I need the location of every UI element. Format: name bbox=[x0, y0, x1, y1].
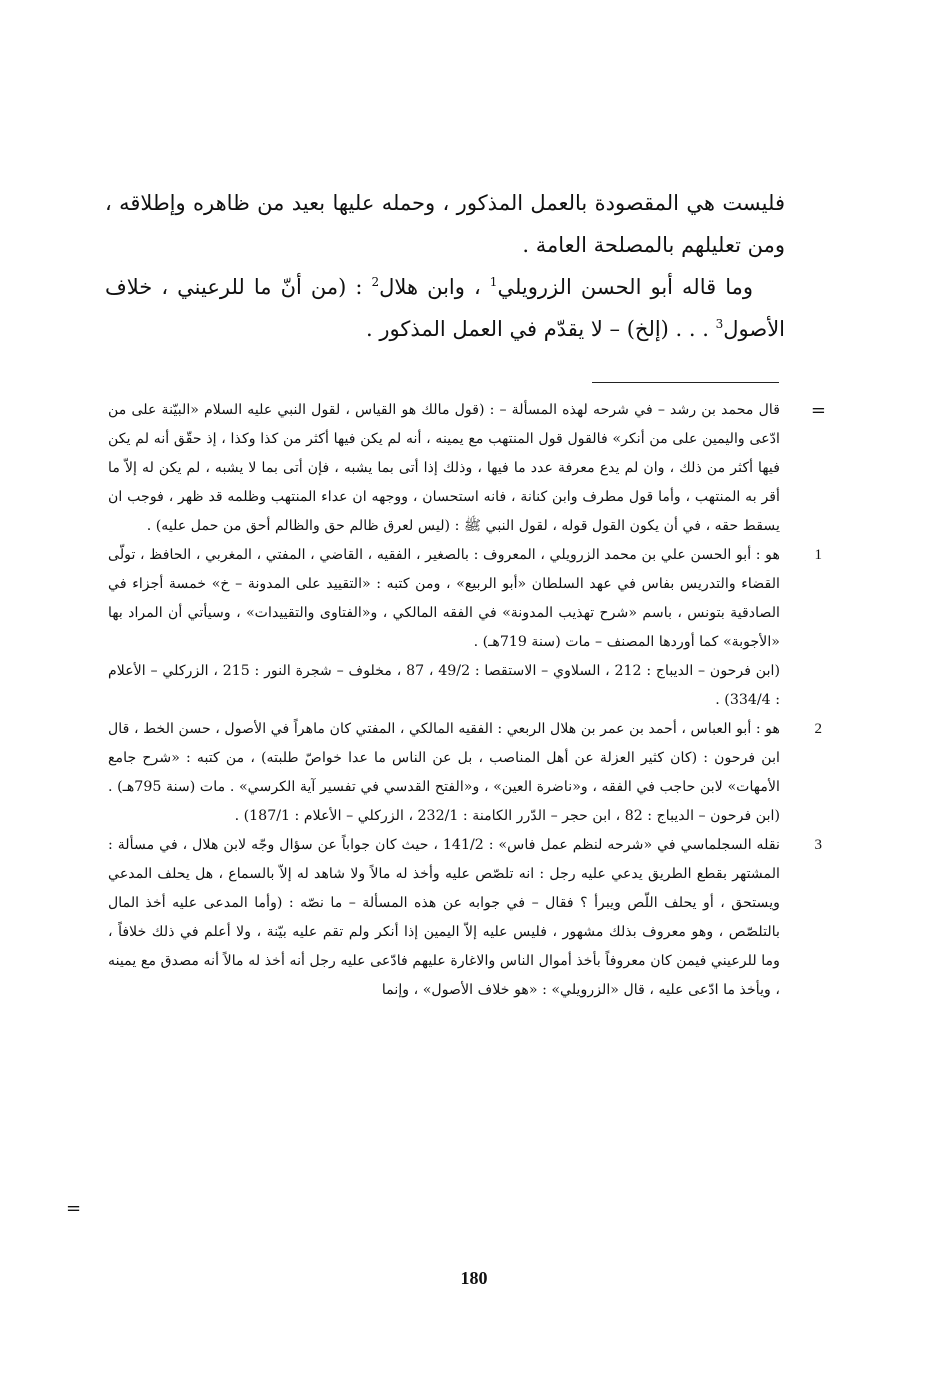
footnote-text: هو : أبو الحسن علي بن محمد الزرويلي ، المعروف : بالصغير ، الفقيه ، القاضي ، المفتي ، المغربي ، الحافظ ، تولّى القضاء والتدريس بفاس في عهد السلطان «أبو الربيع» ، ومن كتبه : «التقييد على المدونة – خ» خمسة أجزاء في الصادقية بتونس ، باسم «شرح تهذيب المدونة» في الفقه المالكي ، و«الفتاوى والتقييدات» ، وسيأتي أن المراد بها «الأجوبة» كما أوردها المصنف – مات (سنة 719هـ) . bbox=[108, 547, 780, 650]
footnote-1-references bbox=[108, 657, 780, 715]
footnote-text: نقله السجلماسي في «شرحه لنظم عمل فاس» : 141/2 ، حيث كان جواباً عن سؤال وجّه لابن هلال ، في مسألة : المشتهر بقطع الطريق يدعي عليه رجل : انه تلصّص عليه وأخذ له مالاً ولا شاهد له إلاّ بالسماع ، هل يحلف المدعي ويستحق ، أو يحلف اللّص ويبرأ ؟ فقال – في جوابه عن هذه المسألة – ما نصّه : (وأما المدعى عليه أخذ المال بالتلصّص ، وهو معروف بذلك مشهور ، فليس عليه إلاّ اليمين إذا أنكر ولم تقم عليه بيّنة ، ولا أعلم في ذلك خلافاً ، وما للرعيني فيمن كان معروفاً بأخذ أموال الناس والاغارة عليهم فادّعى عليه رجل أنه أخذ له مالاً أنه مصدق مع يمينه ، ويأخذ ما ادّعى عليه ، قال «الزرويلي» : «هو خلاف الأصول» ، وإنما bbox=[108, 837, 780, 998]
footnote-number: 1 bbox=[814, 547, 822, 563]
footnote-separator bbox=[592, 382, 779, 383]
continuation-marker-end: = bbox=[66, 1198, 82, 1219]
main-paragraph-2-part-a: وما قاله أبو الحسن الزرويلي bbox=[497, 275, 753, 299]
footnote-continued bbox=[108, 396, 826, 541]
footnotes bbox=[108, 396, 826, 1005]
main-text bbox=[105, 182, 785, 350]
page-number: 180 bbox=[460, 1268, 488, 1288]
main-paragraph-2-part-c: : (من أنّ ما للرعيني ، خلاف الأصول bbox=[105, 275, 785, 341]
footnote-ref-1[interactable]: 1 bbox=[489, 275, 498, 289]
footnote-ref-2[interactable]: 2 bbox=[371, 275, 380, 289]
main-paragraph-1: فليست هي المقصودة بالعمل المذكور ، وحمله عليها بعيد من ظاهره وإطلاقه ، ومن تعليلهم بالمصلحة العامة . bbox=[105, 191, 785, 257]
footnote-continued-text: قال محمد بن رشد – في شرحه لهذه المسألة – : (قول مالك هو القياس ، لقول النبي عليه السلام «البيّنة على من ادّعى واليمين على من أنكر» فالقول قول المنتهب مع يمينه ، أنه لم يكن فيها أكثر من كذا وكذا ، إذ حقّق أنه لم يكن فيها أكثر من ذلك ، وان لم يدع معرفة عدد ما فيها ، وذلك إذا أتى بما يشبه ، فإن أتى بما لا يشبه ، لم يكن له إلاّ ما أقر به المنتهب ، وأما قول مطرف وابن كنانة ، فانه استحسان ، ووجهه ان عداء المنتهب وظلمه قد ظهر ، فوجب ان يسقط حقه ، في أن يكون القول قوله ، لقول النبي ﷺ : (ليس لعرق ظالم حق والظالم أحق من حمل عليه) . bbox=[108, 402, 780, 534]
main-paragraph-2-part-d: . . . (إلخ) – لا يقدّم في العمل المذكور . bbox=[366, 317, 716, 341]
footnote-3 bbox=[108, 831, 822, 1005]
continuation-marker-start: = bbox=[810, 400, 826, 421]
footnote-references: (ابن فرحون – الديباج : 212 ، السلاوي – الاستقصا : 49/2 ، 87 ، مخلوف – شجرة النور : 215 ، الزركلي – الأعلام : 334/4) . bbox=[108, 663, 781, 708]
footnote-2 bbox=[108, 715, 822, 831]
footnote-ref-3[interactable]: 3 bbox=[715, 317, 724, 331]
main-paragraph-2 bbox=[105, 266, 785, 350]
footnote-1 bbox=[108, 541, 822, 657]
main-paragraph-2-part-b: ، وابن هلال bbox=[379, 275, 490, 299]
footnote-text: هو : أبو العباس ، أحمد بن عمر بن هلال الربعي : الفقيه المالكي ، المفتي كان ماهراً في الأصول ، حسن الخط ، قال ابن فرحون : (كان كثير العزلة عن أهل المناصب ، بل عن الناس ما عدا خواصّ طلبته) ، من كتبه : «شرح جامع الأمهات» لابن حاجب في الفقه ، و«ناضرة العين» ، و«الفتح القدسي في تفسير آية الكرسي» . مات (سنة 795هـ) . (ابن فرحون – الديباج : 82 ، ابن حجر – الدّرر الكامنة : 232/1 ، الزركلي – الأعلام : 187/1) . bbox=[108, 721, 780, 824]
footnote-number: 3 bbox=[814, 837, 822, 853]
footnote-number: 2 bbox=[814, 721, 822, 737]
